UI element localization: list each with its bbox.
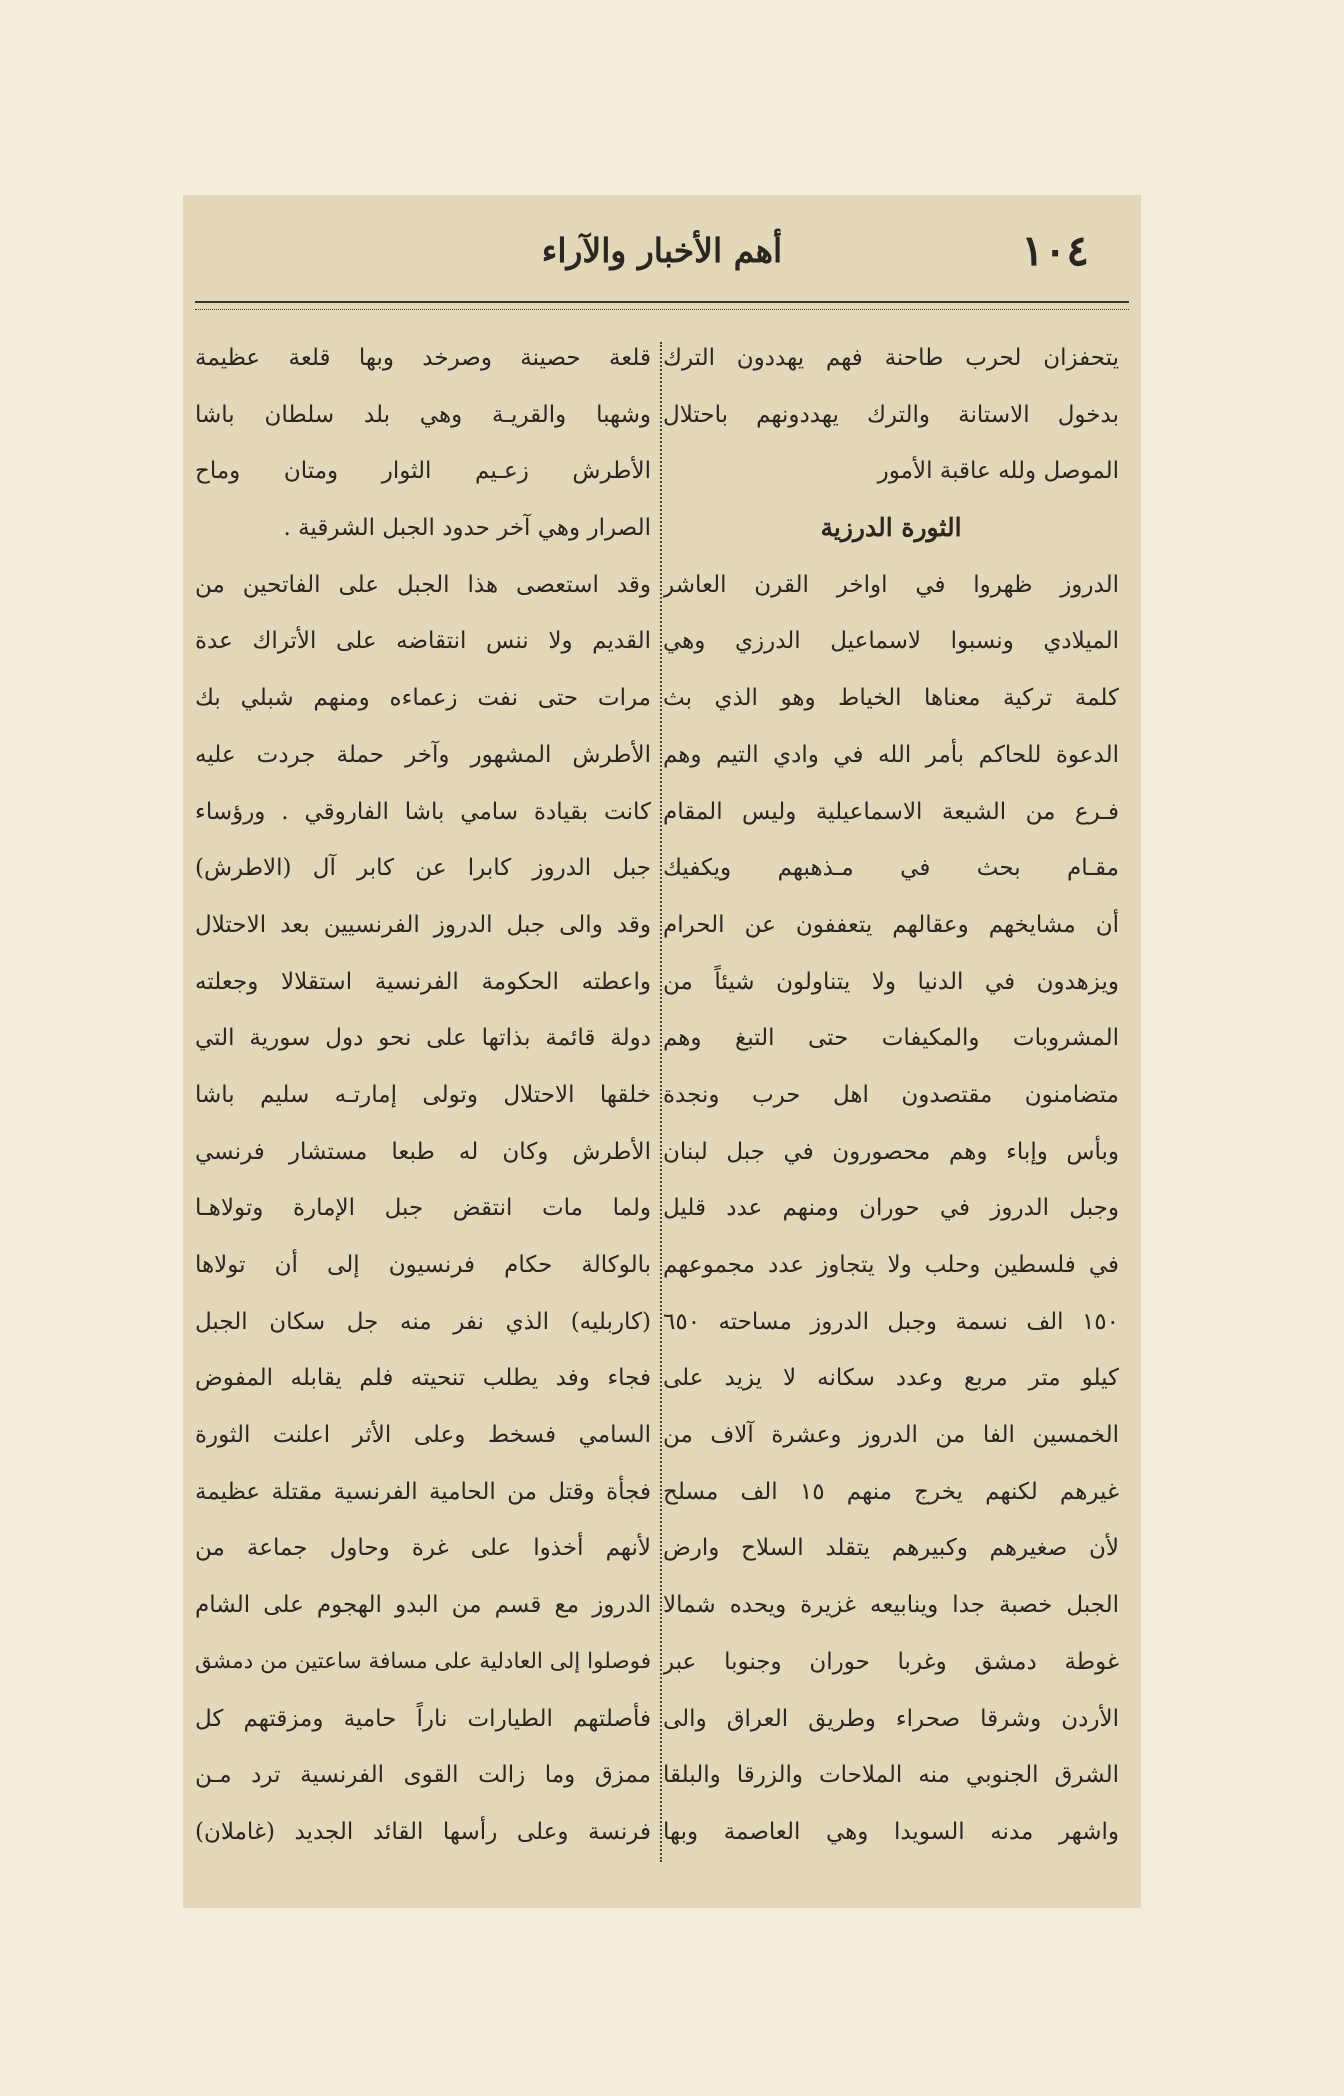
text-line: الدروز مع قسم من البدو الهجوم على الشام bbox=[195, 1592, 651, 1619]
text-line: مرات حتى نفت زعماءه ومنهم شبلي بك bbox=[195, 685, 651, 712]
right-column bbox=[663, 330, 1119, 1861]
text-line: متضامنون مقتصدون اهل حرب ونجدة bbox=[663, 1081, 1119, 1108]
text-line: فجأة وقتل من الحامية الفرنسية مقتلة عظيمة bbox=[195, 1478, 651, 1505]
running-title: أهم الأخبار والآراء bbox=[541, 231, 783, 270]
text-line: الصرار وهي آخر حدود الجبل الشرقية . bbox=[283, 515, 651, 542]
text-line: السامي فسخط وعلى الأثر اعلنت الثورة bbox=[195, 1422, 651, 1449]
page-header bbox=[183, 221, 1141, 281]
text-line: الأطرش المشهور وآخر حملة جردت عليه bbox=[195, 741, 651, 768]
text-line: بالوكالة حكام فرنسيون إلى أن تولاها bbox=[195, 1252, 651, 1278]
text-line: فـرع من الشيعة الاسماعيلية وليس المقام bbox=[663, 798, 1119, 825]
text-line: كيلو متر مربع وعدد سكانه لا يزيد على bbox=[663, 1365, 1119, 1392]
text-line: فجاء وفد يطلب تنحيته فلم يقابله المفوض bbox=[195, 1365, 651, 1392]
text-line: الأردن وشرقا صحراء وطريق العراق والى bbox=[663, 1705, 1119, 1732]
text-line: غيرهم لكنهم يخرج منهم ١٥ الف مسلح bbox=[663, 1478, 1119, 1505]
text-line: جبل الدروز كابرا عن كابر آل (الاطرش) bbox=[195, 855, 651, 882]
text-line: (كاربليه) الذي نفر منه جل سكان الجبل bbox=[195, 1308, 651, 1335]
text-line: فرنسة وعلى رأسها القائد الجديد (غاملان) bbox=[195, 1818, 651, 1845]
text-line: الأطرش وكان له طبعا مستشار فرنسي bbox=[195, 1138, 651, 1165]
text-line: واعطته الحكومة الفرنسية استقلالا وجعلته bbox=[195, 968, 651, 995]
text-line: القديم ولا ننس انتقاضه على الأتراك عدة bbox=[195, 628, 651, 655]
text-line: في فلسطين وحلب ولا يتجاوز عدد مجموعهم bbox=[663, 1252, 1119, 1278]
text-line: ويزهدون في الدنيا ولا يتناولون شيئاً من bbox=[663, 968, 1119, 995]
text-line: الموصل ولله عاقبة الأمور bbox=[877, 458, 1119, 485]
text-line: الدروز ظهروا في اواخر القرن العاشر bbox=[663, 571, 1119, 598]
text-line: الأطرش زعـيم الثوار ومتان وماح bbox=[195, 458, 651, 485]
text-line: وشهبا والقريـة وهي بلد سلطان باشا bbox=[195, 401, 651, 428]
text-line: بدخول الاستانة والترك يهددونهم باحتلال bbox=[663, 401, 1119, 428]
text-line: قلعة حصينة وصرخد وبها قلعة عظيمة bbox=[195, 345, 651, 371]
text-line: الدعوة للحاكم بأمر الله في وادي التيم وهم bbox=[663, 741, 1119, 768]
text-line: وقد استعصى هذا الجبل على الفاتحين من bbox=[195, 571, 651, 598]
text-line: الميلادي ونسبوا لاسماعيل الدرزي وهي bbox=[663, 628, 1119, 655]
text-line: ولما مات انتقض جبل الإمارة وتولاهـا bbox=[195, 1195, 651, 1222]
column-divider bbox=[660, 342, 662, 1862]
text-columns bbox=[195, 330, 1119, 1890]
text-line: أن مشايخهم وعقالهم يتعففون عن الحرام bbox=[663, 911, 1119, 938]
text-line: كلمة تركية معناها الخياط وهو الذي بث bbox=[663, 685, 1119, 712]
text-line: الشرق الجنوبي منه الملاحات والزرقا والبلقا bbox=[663, 1762, 1119, 1789]
text-line: يتحفزان لحرب طاحنة فهم يهددون الترك bbox=[663, 345, 1119, 371]
text-line: غوطة دمشق وغربا حوران وجنوبا عبر bbox=[663, 1648, 1119, 1675]
page-number: ١٠٤ bbox=[1021, 226, 1089, 275]
text-line: فأصلتهم الطيارات ناراً حامية ومزقتهم كل bbox=[195, 1705, 651, 1732]
text-line: مقـام بحث في مـذهبهم ويكفيك bbox=[663, 855, 1119, 882]
text-line: واشهر مدنه السويدا وهي العاصمة وبها bbox=[663, 1818, 1119, 1845]
text-line: الجبل خصبة جدا وينابيعه غزيرة ويحده شمالا bbox=[663, 1592, 1119, 1619]
text-line: ممزق وما زالت القوى الفرنسية ترد مـن bbox=[195, 1762, 651, 1789]
section-heading: الثورة الدرزية bbox=[820, 513, 962, 543]
text-line: المشروبات والمكيفات حتى التبغ وهم bbox=[663, 1025, 1119, 1052]
text-line: وجبل الدروز في حوران ومنهم عدد قليل bbox=[663, 1195, 1119, 1222]
text-line: دولة قائمة بذاتها على نحو دول سورية التي bbox=[195, 1025, 651, 1052]
text-line: وقد والى جبل الدروز الفرنسيين بعد الاحتلال bbox=[195, 911, 651, 938]
text-line: فوصلوا إلى العادلية على مسافة ساعتين من دمشق bbox=[195, 1648, 651, 1674]
document-page bbox=[183, 195, 1141, 1908]
text-line: الخمسين الفا من الدروز وعشرة آلاف من bbox=[663, 1422, 1119, 1449]
text-line: لأنهم أخذوا على غرة وحاول جماعة من bbox=[195, 1535, 651, 1562]
header-rule bbox=[195, 301, 1129, 310]
text-line: خلقها الاحتلال وتولى إمارتـه سليم باشا bbox=[195, 1081, 651, 1108]
left-column bbox=[195, 330, 651, 1861]
text-line: وبأس وإباء وهم محصورون في جبل لبنان bbox=[663, 1138, 1119, 1165]
text-line: ١٥٠ الف نسمة وجبل الدروز مساحته ٦٥٠ bbox=[663, 1308, 1119, 1335]
text-line: لأن صغيرهم وكبيرهم يتقلد السلاح وارض bbox=[663, 1535, 1119, 1562]
text-line: كانت بقيادة سامي باشا الفاروقي . ورؤساء bbox=[195, 798, 651, 825]
